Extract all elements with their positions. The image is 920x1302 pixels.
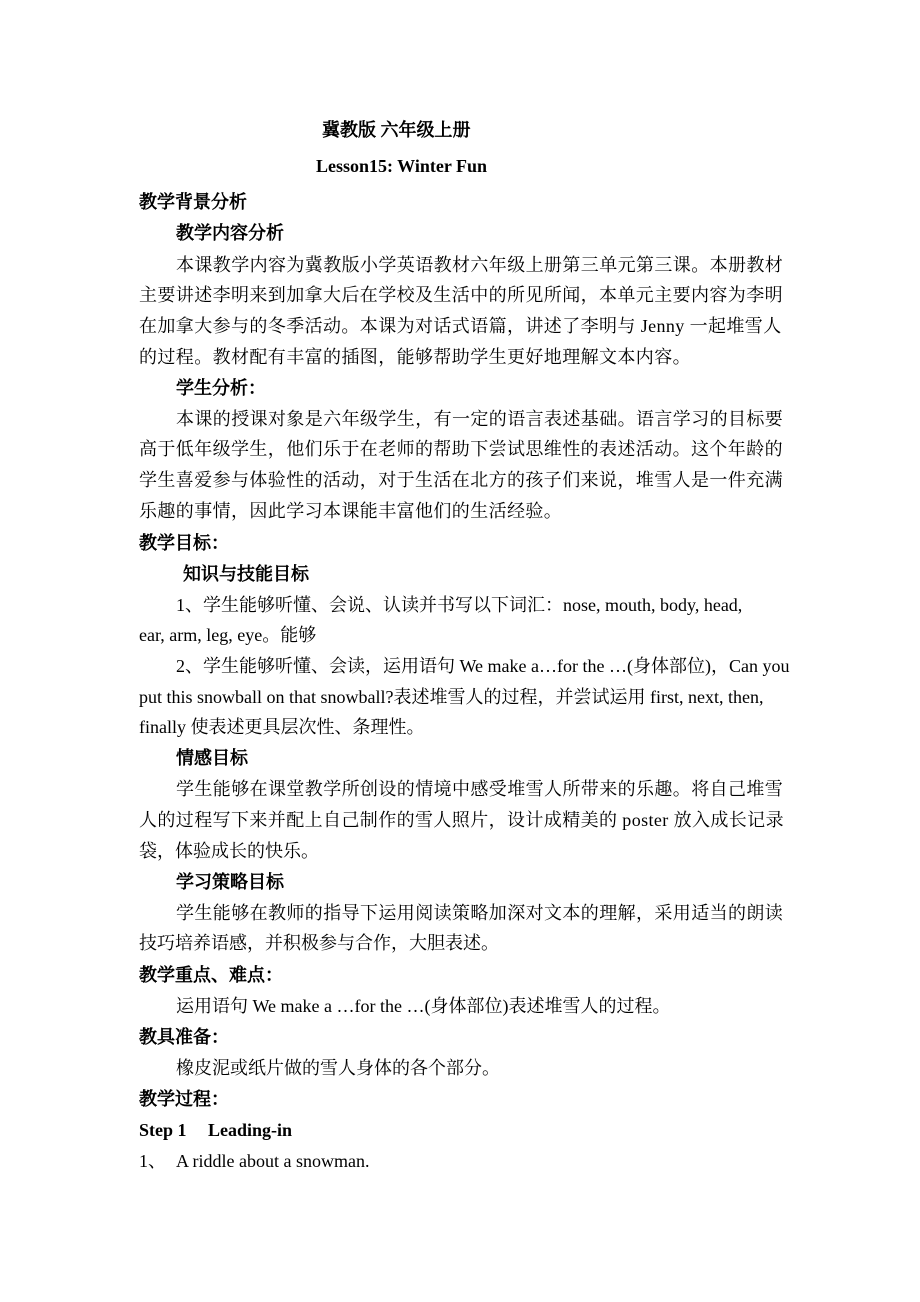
paragraph-line: 2、学生能够听懂、会读，运用语句 We make a…for the …(身体部位)，Can you bbox=[176, 656, 790, 676]
content-analysis-heading: 教学内容分析 bbox=[176, 223, 284, 243]
step-title: Leading-in bbox=[208, 1120, 293, 1140]
strategy-heading: 学习策略目标 bbox=[176, 872, 284, 892]
list-item-text: A riddle about a snowman. bbox=[176, 1151, 370, 1171]
student-analysis-heading: 学生分析： bbox=[176, 378, 266, 398]
paragraph-line: 本课的授课对象是六年级学生，有一定的语言表述基础。语言学习的目标要 bbox=[176, 409, 784, 429]
knowledge-heading: 知识与技能目标 bbox=[183, 564, 309, 584]
paragraph-line: put this snowball on that snowball?表述堆雪人的过程，并尝试运用 first, next, then, bbox=[139, 687, 764, 707]
paragraph-line: 技巧培养语感，并积极参与合作，大胆表述。 bbox=[139, 933, 499, 953]
paragraph-line: 主要讲述李明来到加拿大后在学校及生活中的所见所闻，本单元主要内容为李明 bbox=[139, 285, 783, 305]
paragraph-line: 本课教学内容为冀教版小学英语教材六年级上册第三单元第三课。本册教材 bbox=[176, 255, 784, 275]
emotion-heading: 情感目标 bbox=[176, 748, 248, 768]
key-points-heading: 教学重点、难点： bbox=[139, 965, 283, 985]
background-heading: 教学背景分析 bbox=[139, 192, 247, 212]
materials-text: 橡皮泥或纸片做的雪人身体的各个部分。 bbox=[176, 1058, 500, 1078]
paragraph-line: 人的过程写下来并配上自己制作的雪人照片，设计成精美的 poster 放入成长记录 bbox=[139, 810, 784, 830]
paragraph-line: 学生能够在课堂教学所创设的情境中感受堆雪人所带来的乐趣。将自己堆雪 bbox=[176, 779, 784, 799]
paragraph-line: 乐趣的事情，因此学习本课能丰富他们的生活经验。 bbox=[139, 501, 563, 521]
paragraph-line: 高于低年级学生，他们乐于在老师的帮助下尝试思维性的表述活动。这个年龄的 bbox=[139, 439, 783, 459]
lesson-title: Lesson15: Winter Fun bbox=[316, 156, 488, 176]
list-item-number: 1、 bbox=[139, 1151, 166, 1171]
paragraph-line: 学生能够在教师的指导下运用阅读策略加深对文本的理解，采用适当的朗读 bbox=[176, 903, 784, 923]
paragraph-line: 袋，体验成长的快乐。 bbox=[139, 841, 319, 861]
key-points-text: 运用语句 We make a …for the …(身体部位)表述堆雪人的过程。 bbox=[176, 996, 671, 1016]
document-title: 冀教版 六年级上册 bbox=[322, 120, 471, 140]
paragraph-line: 学生喜爱参与体验性的活动，对于生活在北方的孩子们来说，堆雪人是一件充满 bbox=[139, 470, 783, 490]
materials-heading: 教具准备： bbox=[139, 1027, 229, 1047]
paragraph-line: 1、学生能够听懂、会说、认读并书写以下词汇：nose, mouth, body, head, bbox=[176, 595, 743, 615]
paragraph-line: ear, arm, leg, eye。能够 bbox=[139, 625, 317, 645]
paragraph-line: 在加拿大参与的冬季活动。本课为对话式语篇，讲述了李明与 Jenny 一起堆雪人 bbox=[139, 316, 782, 336]
process-heading: 教学过程： bbox=[139, 1089, 229, 1109]
step-label: Step 1 bbox=[139, 1120, 187, 1140]
objectives-heading: 教学目标： bbox=[139, 533, 229, 553]
paragraph-line: 的过程。教材配有丰富的插图，能够帮助学生更好地理解文本内容。 bbox=[139, 347, 691, 367]
paragraph-line: finally 使表述更具层次性、条理性。 bbox=[139, 717, 425, 737]
